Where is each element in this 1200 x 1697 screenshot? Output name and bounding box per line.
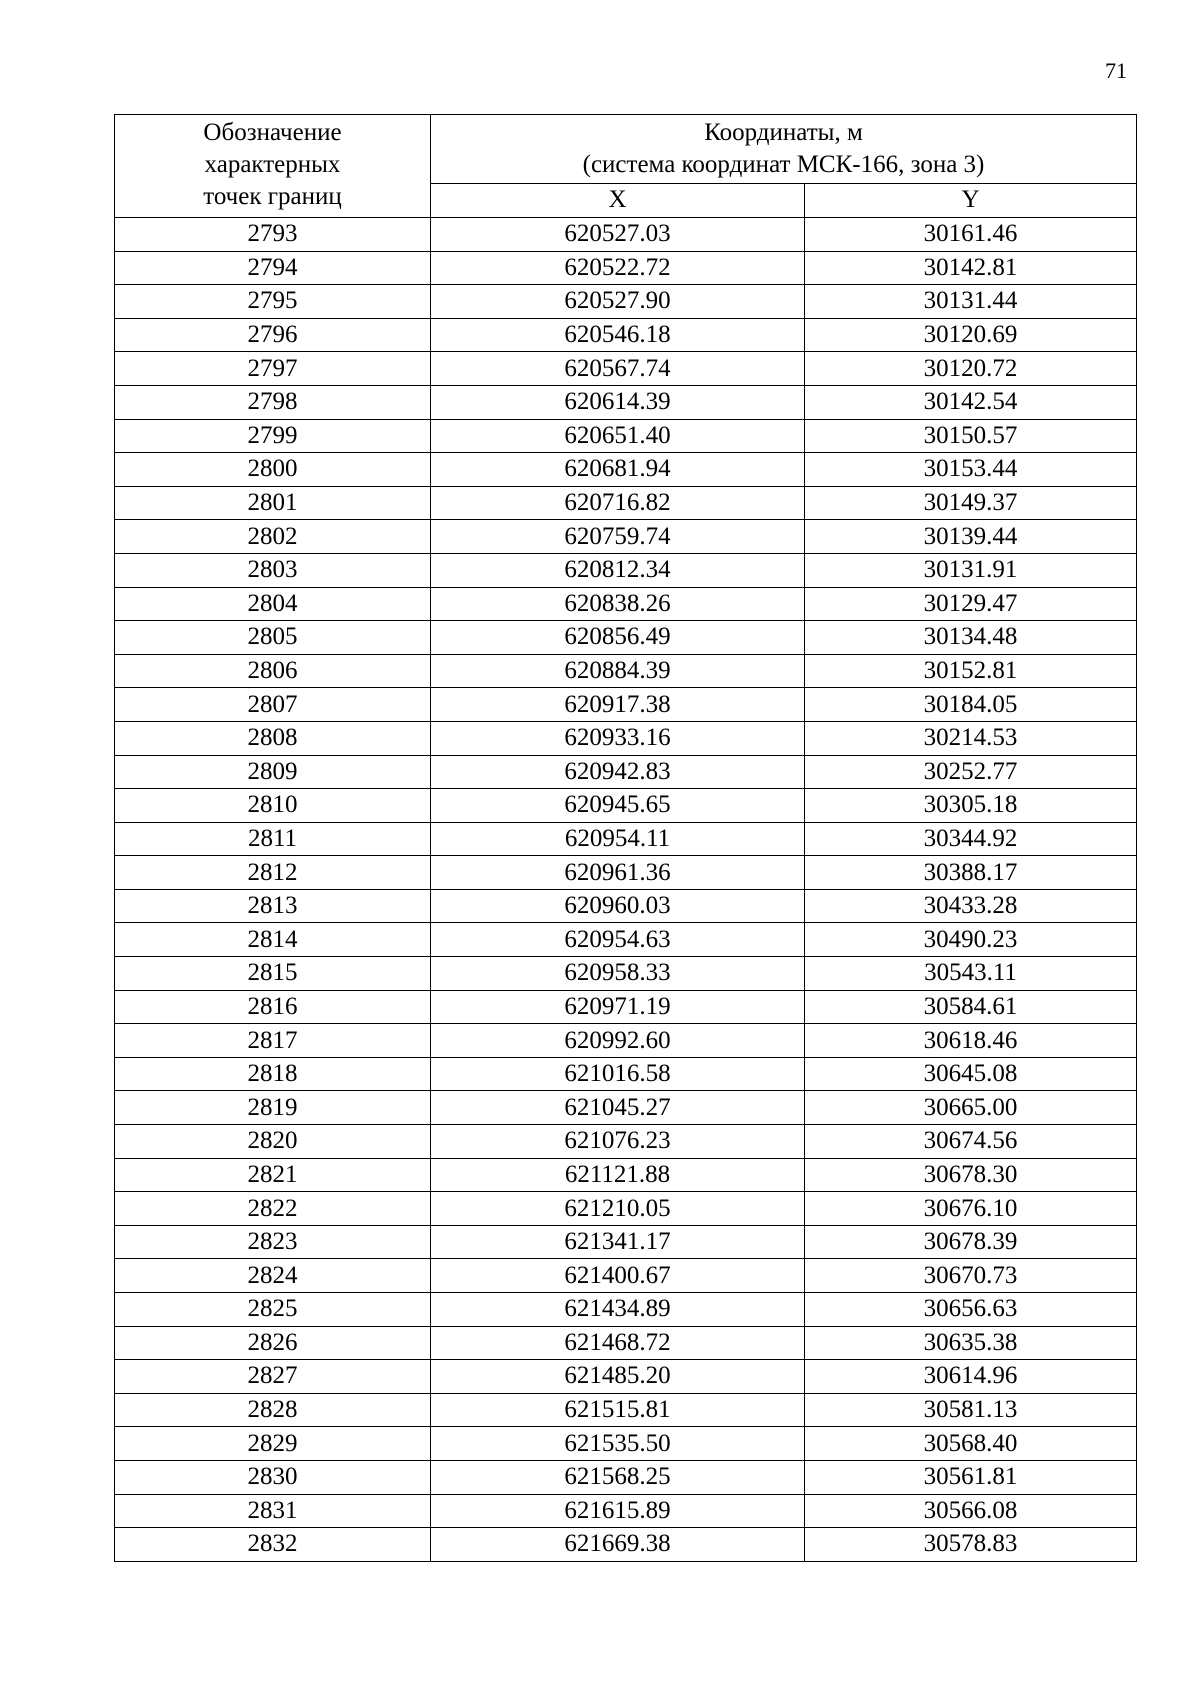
x-coordinate-cell: 621485.20 bbox=[431, 1360, 805, 1394]
y-coordinate-cell: 30152.81 bbox=[805, 654, 1137, 688]
table-row bbox=[115, 1158, 1137, 1192]
table-body bbox=[115, 218, 1137, 1562]
table-row bbox=[115, 453, 1137, 487]
y-coordinate-cell: 30131.44 bbox=[805, 285, 1137, 319]
x-coordinate-cell: 620884.39 bbox=[431, 654, 805, 688]
y-coordinate-cell: 30656.63 bbox=[805, 1293, 1137, 1327]
point-cell: 2826 bbox=[115, 1326, 431, 1360]
x-coordinate-cell: 620933.16 bbox=[431, 721, 805, 755]
point-cell: 2795 bbox=[115, 285, 431, 319]
y-coordinate-cell: 30561.81 bbox=[805, 1460, 1137, 1494]
y-coordinate-cell: 30678.30 bbox=[805, 1158, 1137, 1192]
point-header-line-3: точек границ bbox=[203, 183, 342, 210]
y-coordinate-cell: 30150.57 bbox=[805, 419, 1137, 453]
x-coordinate-cell: 620522.72 bbox=[431, 251, 805, 285]
y-column-header: Y bbox=[805, 183, 1137, 217]
x-coordinate-cell: 621210.05 bbox=[431, 1192, 805, 1226]
table-row bbox=[115, 1024, 1137, 1058]
table-row bbox=[115, 251, 1137, 285]
table-row bbox=[115, 553, 1137, 587]
table-row bbox=[115, 218, 1137, 252]
point-cell: 2802 bbox=[115, 520, 431, 554]
x-coordinate-cell: 620716.82 bbox=[431, 486, 805, 520]
y-coordinate-cell: 30566.08 bbox=[805, 1494, 1137, 1528]
table-row bbox=[115, 721, 1137, 755]
x-coordinate-cell: 620961.36 bbox=[431, 856, 805, 890]
point-designation-header bbox=[115, 115, 431, 218]
y-coordinate-cell: 30578.83 bbox=[805, 1528, 1137, 1562]
y-coordinate-cell: 30129.47 bbox=[805, 587, 1137, 621]
table-row bbox=[115, 318, 1137, 352]
point-cell: 2810 bbox=[115, 789, 431, 823]
point-cell: 2812 bbox=[115, 856, 431, 890]
table-header bbox=[115, 115, 1137, 218]
x-coordinate-cell: 620527.90 bbox=[431, 285, 805, 319]
x-coordinate-cell: 621016.58 bbox=[431, 1057, 805, 1091]
table-row bbox=[115, 1091, 1137, 1125]
point-cell: 2819 bbox=[115, 1091, 431, 1125]
point-cell: 2824 bbox=[115, 1259, 431, 1293]
table-row bbox=[115, 1326, 1137, 1360]
x-coordinate-cell: 620960.03 bbox=[431, 889, 805, 923]
point-cell: 2818 bbox=[115, 1057, 431, 1091]
table-row bbox=[115, 856, 1137, 890]
point-cell: 2799 bbox=[115, 419, 431, 453]
point-header-line-2: характерных bbox=[204, 151, 341, 178]
x-coordinate-cell: 621669.38 bbox=[431, 1528, 805, 1562]
y-coordinate-cell: 30581.13 bbox=[805, 1393, 1137, 1427]
point-cell: 2808 bbox=[115, 721, 431, 755]
table-row bbox=[115, 419, 1137, 453]
coords-header-line-2: (система координат МСК-166, зона 3) bbox=[582, 151, 985, 178]
point-cell: 2793 bbox=[115, 218, 431, 252]
x-coordinate-cell: 620954.11 bbox=[431, 822, 805, 856]
point-cell: 2830 bbox=[115, 1460, 431, 1494]
point-cell: 2816 bbox=[115, 990, 431, 1024]
y-coordinate-cell: 30161.46 bbox=[805, 218, 1137, 252]
y-coordinate-cell: 30120.72 bbox=[805, 352, 1137, 386]
coordinates-table bbox=[114, 114, 1137, 1562]
y-coordinate-cell: 30131.91 bbox=[805, 553, 1137, 587]
y-coordinate-cell: 30674.56 bbox=[805, 1125, 1137, 1159]
y-coordinate-cell: 30433.28 bbox=[805, 889, 1137, 923]
x-coordinate-cell: 620567.74 bbox=[431, 352, 805, 386]
point-cell: 2828 bbox=[115, 1393, 431, 1427]
table-row bbox=[115, 1494, 1137, 1528]
y-coordinate-cell: 30543.11 bbox=[805, 957, 1137, 991]
point-cell: 2805 bbox=[115, 621, 431, 655]
y-coordinate-cell: 30568.40 bbox=[805, 1427, 1137, 1461]
y-coordinate-cell: 30645.08 bbox=[805, 1057, 1137, 1091]
y-coordinate-cell: 30214.53 bbox=[805, 721, 1137, 755]
point-cell: 2831 bbox=[115, 1494, 431, 1528]
y-coordinate-cell: 30184.05 bbox=[805, 688, 1137, 722]
y-coordinate-cell: 30635.38 bbox=[805, 1326, 1137, 1360]
point-cell: 2811 bbox=[115, 822, 431, 856]
y-coordinate-cell: 30139.44 bbox=[805, 520, 1137, 554]
y-coordinate-cell: 30252.77 bbox=[805, 755, 1137, 789]
point-cell: 2804 bbox=[115, 587, 431, 621]
table-row bbox=[115, 654, 1137, 688]
y-coordinate-cell: 30618.46 bbox=[805, 1024, 1137, 1058]
x-coordinate-cell: 621468.72 bbox=[431, 1326, 805, 1360]
x-coordinate-cell: 620838.26 bbox=[431, 587, 805, 621]
x-coordinate-cell: 620759.74 bbox=[431, 520, 805, 554]
y-coordinate-cell: 30149.37 bbox=[805, 486, 1137, 520]
table-row bbox=[115, 1393, 1137, 1427]
x-coordinate-cell: 620954.63 bbox=[431, 923, 805, 957]
table-row bbox=[115, 1057, 1137, 1091]
table-row bbox=[115, 990, 1137, 1024]
table-row bbox=[115, 587, 1137, 621]
point-cell: 2814 bbox=[115, 923, 431, 957]
x-coordinate-cell: 620958.33 bbox=[431, 957, 805, 991]
x-coordinate-cell: 620992.60 bbox=[431, 1024, 805, 1058]
point-cell: 2827 bbox=[115, 1360, 431, 1394]
table-row bbox=[115, 285, 1137, 319]
table-row bbox=[115, 1293, 1137, 1327]
y-coordinate-cell: 30490.23 bbox=[805, 923, 1137, 957]
point-cell: 2807 bbox=[115, 688, 431, 722]
table-row bbox=[115, 1427, 1137, 1461]
y-coordinate-cell: 30153.44 bbox=[805, 453, 1137, 487]
y-coordinate-cell: 30388.17 bbox=[805, 856, 1137, 890]
coordinates-header bbox=[431, 115, 1137, 184]
point-cell: 2794 bbox=[115, 251, 431, 285]
table-row bbox=[115, 822, 1137, 856]
x-coordinate-cell: 621434.89 bbox=[431, 1293, 805, 1327]
table-row bbox=[115, 1460, 1137, 1494]
x-coordinate-cell: 621535.50 bbox=[431, 1427, 805, 1461]
x-coordinate-cell: 621045.27 bbox=[431, 1091, 805, 1125]
x-coordinate-cell: 620651.40 bbox=[431, 419, 805, 453]
x-coordinate-cell: 620917.38 bbox=[431, 688, 805, 722]
point-cell: 2832 bbox=[115, 1528, 431, 1562]
x-coordinate-cell: 620856.49 bbox=[431, 621, 805, 655]
y-coordinate-cell: 30584.61 bbox=[805, 990, 1137, 1024]
table-row bbox=[115, 957, 1137, 991]
x-coordinate-cell: 620812.34 bbox=[431, 553, 805, 587]
point-cell: 2796 bbox=[115, 318, 431, 352]
point-cell: 2813 bbox=[115, 889, 431, 923]
table-row bbox=[115, 520, 1137, 554]
table-row bbox=[115, 1225, 1137, 1259]
x-coordinate-cell: 620945.65 bbox=[431, 789, 805, 823]
y-coordinate-cell: 30142.81 bbox=[805, 251, 1137, 285]
x-coordinate-cell: 621341.17 bbox=[431, 1225, 805, 1259]
point-cell: 2829 bbox=[115, 1427, 431, 1461]
point-cell: 2801 bbox=[115, 486, 431, 520]
x-coordinate-cell: 620546.18 bbox=[431, 318, 805, 352]
point-cell: 2821 bbox=[115, 1158, 431, 1192]
x-coordinate-cell: 620681.94 bbox=[431, 453, 805, 487]
x-column-header: X bbox=[431, 183, 805, 217]
point-cell: 2815 bbox=[115, 957, 431, 991]
point-header-line-1: Обозначение bbox=[203, 119, 342, 146]
x-coordinate-cell: 620527.03 bbox=[431, 218, 805, 252]
point-cell: 2809 bbox=[115, 755, 431, 789]
y-coordinate-cell: 30120.69 bbox=[805, 318, 1137, 352]
x-coordinate-cell: 621515.81 bbox=[431, 1393, 805, 1427]
y-coordinate-cell: 30670.73 bbox=[805, 1259, 1137, 1293]
point-cell: 2803 bbox=[115, 553, 431, 587]
table-row bbox=[115, 621, 1137, 655]
y-coordinate-cell: 30676.10 bbox=[805, 1192, 1137, 1226]
x-coordinate-cell: 621121.88 bbox=[431, 1158, 805, 1192]
table-row bbox=[115, 1360, 1137, 1394]
y-coordinate-cell: 30142.54 bbox=[805, 385, 1137, 419]
x-coordinate-cell: 620971.19 bbox=[431, 990, 805, 1024]
point-cell: 2806 bbox=[115, 654, 431, 688]
coords-header-line-1: Координаты, м bbox=[704, 119, 863, 146]
table-row bbox=[115, 1192, 1137, 1226]
table-row bbox=[115, 789, 1137, 823]
x-coordinate-cell: 621400.67 bbox=[431, 1259, 805, 1293]
x-coordinate-cell: 620614.39 bbox=[431, 385, 805, 419]
y-coordinate-cell: 30678.39 bbox=[805, 1225, 1137, 1259]
x-coordinate-cell: 621076.23 bbox=[431, 1125, 805, 1159]
table-row bbox=[115, 889, 1137, 923]
point-cell: 2800 bbox=[115, 453, 431, 487]
table-row bbox=[115, 1259, 1137, 1293]
y-coordinate-cell: 30305.18 bbox=[805, 789, 1137, 823]
y-coordinate-cell: 30344.92 bbox=[805, 822, 1137, 856]
point-cell: 2825 bbox=[115, 1293, 431, 1327]
point-cell: 2820 bbox=[115, 1125, 431, 1159]
table-row bbox=[115, 1528, 1137, 1562]
table-row bbox=[115, 352, 1137, 386]
y-coordinate-cell: 30134.48 bbox=[805, 621, 1137, 655]
point-cell: 2798 bbox=[115, 385, 431, 419]
table-row bbox=[115, 755, 1137, 789]
table-row bbox=[115, 385, 1137, 419]
table-row bbox=[115, 486, 1137, 520]
point-cell: 2817 bbox=[115, 1024, 431, 1058]
page-number: 71 bbox=[1105, 58, 1127, 83]
table-row bbox=[115, 1125, 1137, 1159]
point-cell: 2797 bbox=[115, 352, 431, 386]
point-cell: 2822 bbox=[115, 1192, 431, 1226]
table-row bbox=[115, 688, 1137, 722]
x-coordinate-cell: 620942.83 bbox=[431, 755, 805, 789]
y-coordinate-cell: 30614.96 bbox=[805, 1360, 1137, 1394]
x-coordinate-cell: 621568.25 bbox=[431, 1460, 805, 1494]
y-coordinate-cell: 30665.00 bbox=[805, 1091, 1137, 1125]
x-coordinate-cell: 621615.89 bbox=[431, 1494, 805, 1528]
point-cell: 2823 bbox=[115, 1225, 431, 1259]
table-row bbox=[115, 923, 1137, 957]
